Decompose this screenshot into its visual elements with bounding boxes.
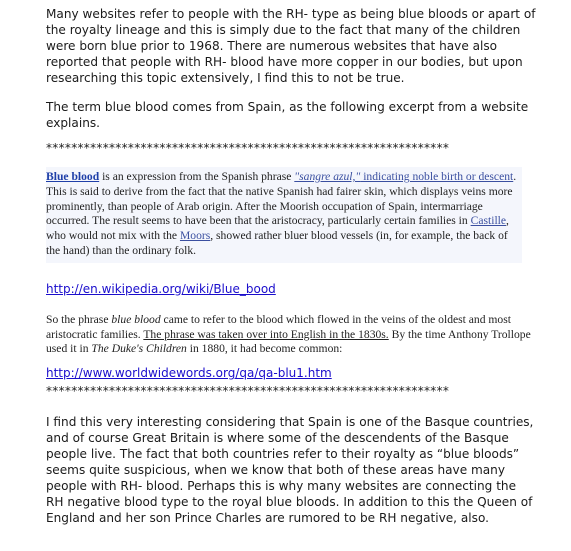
underlined-sentence: The phrase was taken over into English in the 1830s.	[143, 327, 389, 341]
book-title: The Duke's Children	[91, 342, 187, 356]
worldwidewords-url-link[interactable]: http://www.worldwidewords.org/qa/qa-blu1.htm	[46, 366, 332, 381]
excerpt-text: came to refer to the blood which flowed in the veins of the oldest and most aristocratic families.	[46, 312, 511, 341]
excerpt-text: in 1880, it had become common:	[186, 342, 343, 356]
intro-paragraph: Many websites refer to people with the RH- type as being blue bloods or apart of the royalty lineage and this is simply due to the fact that many of the children were born blue prior to 1968. There are numerous websites that have also reported that people with RH- blood have more copper in our bodies, but upon researching this topic extensively, I find this to not be true.	[46, 7, 536, 85]
document-body	[46, 6, 536, 526]
worldwidewords-excerpt	[46, 313, 536, 357]
excerpt-text: , showed rather bluer blood vessels (in, for example, the back of the hand) than the ordinary folk.	[46, 229, 508, 257]
wikipedia-excerpt-text	[46, 170, 518, 259]
wikipedia-url-link[interactable]: http://en.wikipedia.org/wiki/Blue_bood	[46, 281, 276, 296]
excerpt-text: . This is said to derive from the fact that the native Spanish had fairer skin, which displays veins more prominently, than people of Arab origin. After the Moorish occupation of Spain, intermarriage occurred. The result seems to have been that the aristocracy, particularly certain families in	[46, 170, 517, 228]
sangre-azul-phrase[interactable]: "sangre azul,"	[294, 170, 361, 183]
conclusion-paragraph: I find this very interesting considering that Spain is one of the Basque countries, and of course Great Britain is where some of the descendents of the Basque people live. The fact that both countries refer to their royalty as “blue bloods” seems quite suspicious, when we know that both of these areas have many people with RH- blood. Perhaps this is why many websites are connecting the RH negative blood type to the royal blue bloods. In addition to this the Queen of England and her son Prince Charles are rumored to be RH negative, also.	[46, 415, 534, 526]
separator-top: ****************************************************************	[46, 141, 450, 155]
excerpt-text: By the time Anthony Trollope used it in	[46, 327, 531, 356]
castille-link[interactable]: Castille	[470, 214, 507, 228]
moors-link[interactable]: Moors	[179, 229, 211, 243]
wikipedia-excerpt	[46, 167, 522, 263]
noble-birth-link[interactable]: indicating noble birth or descent	[360, 170, 514, 183]
excerpt-text: So the phrase	[46, 312, 112, 326]
excerpt-text: , who would not mix with the	[46, 214, 509, 243]
blue-blood-italic: blue blood	[111, 312, 161, 326]
blue-blood-link[interactable]: Blue blood	[46, 170, 100, 183]
spain-paragraph: The term blue blood comes from Spain, as the following excerpt from a website explains.	[46, 100, 529, 130]
excerpt-text: is an expression from the Spanish phrase	[99, 170, 295, 183]
separator-bottom: ****************************************************************	[46, 384, 450, 399]
